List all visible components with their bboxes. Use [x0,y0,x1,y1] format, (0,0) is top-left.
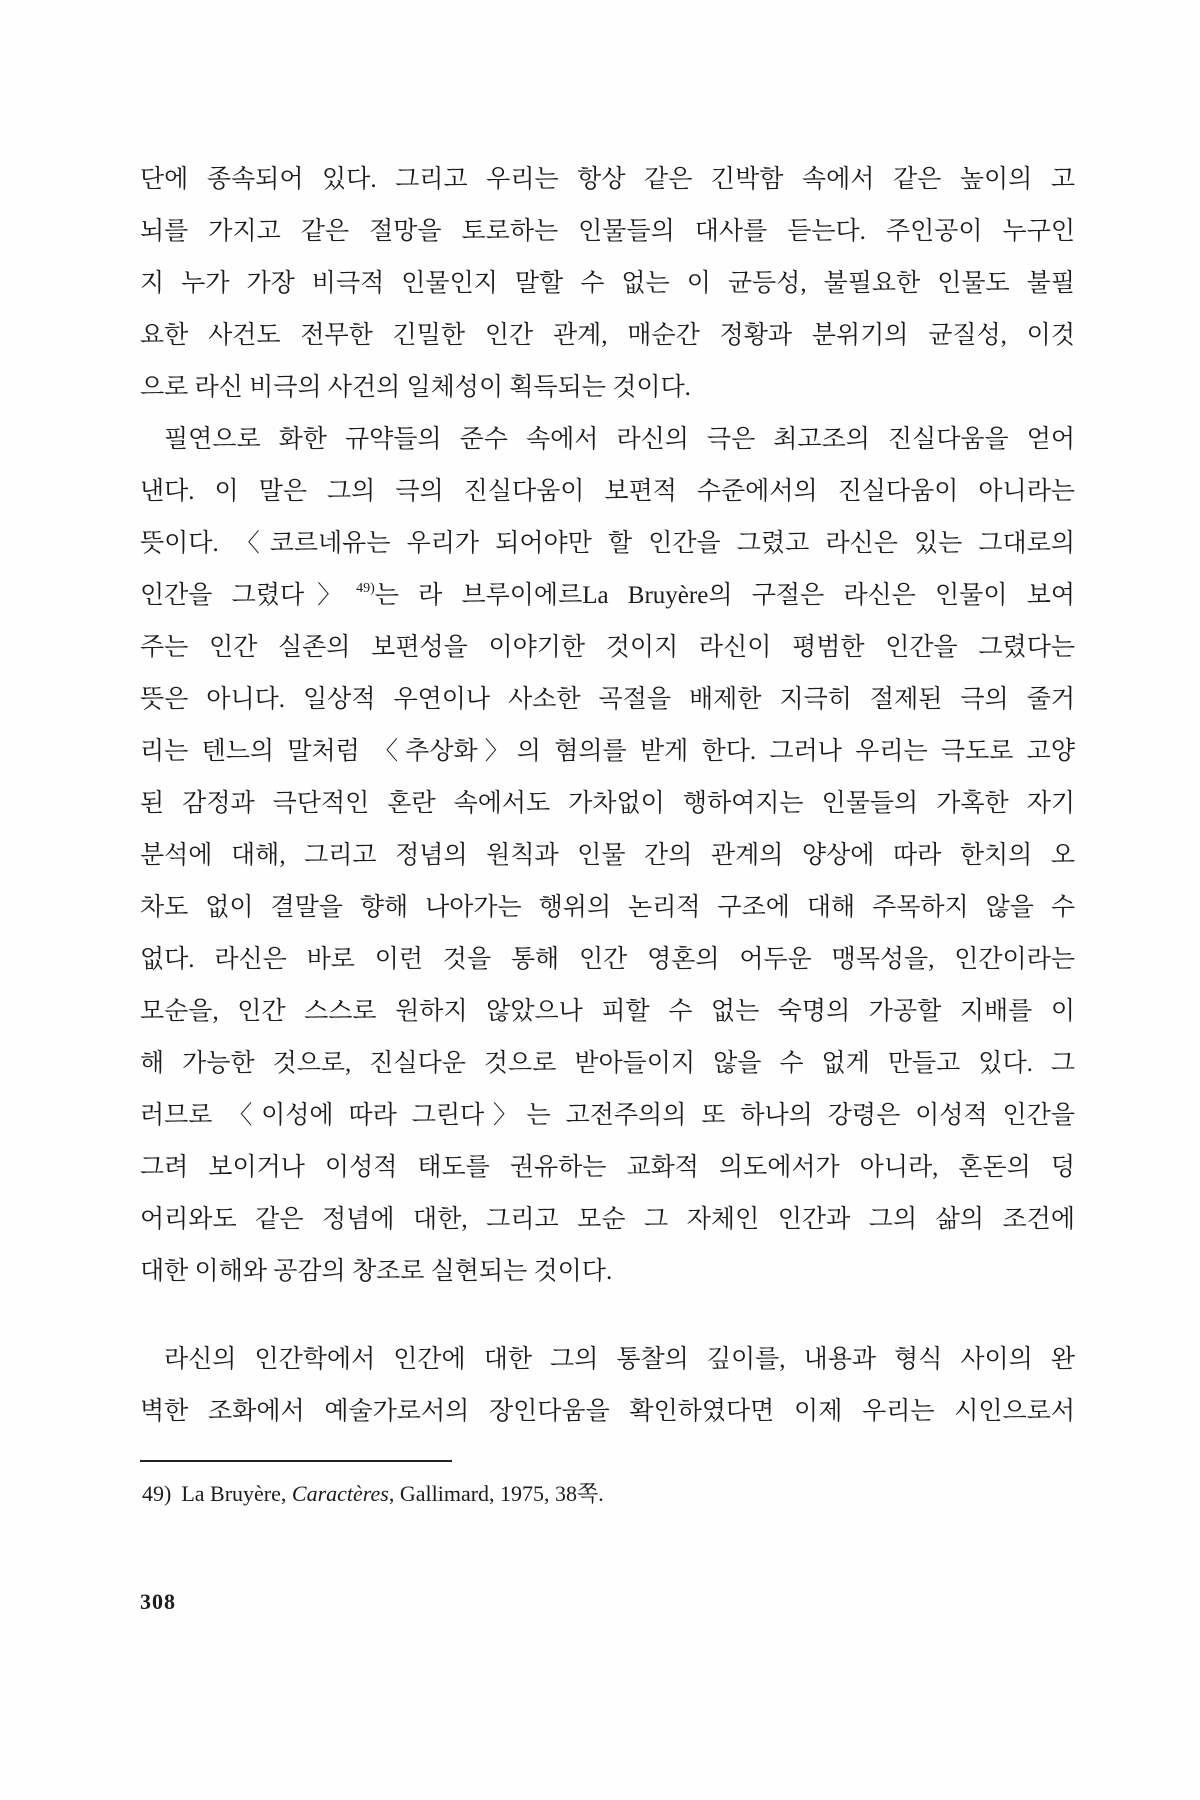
footnote-number: 49) [142,1481,172,1506]
text-segment: 인간을 그렸다〉 [140,582,356,609]
footnote [140,1474,1075,1514]
text-line: 모순을, 인간 스스로 원하지 않았으나 피할 수 없는 숙명의 가공할 지배를 이 [140,998,1075,1025]
page-number: 308 [140,1589,176,1614]
text-line: 뜻은 아니다. 일상적 우연이나 사소한 곡절을 배제한 지극히 절제된 극의 줄거 [140,686,1075,713]
text-line: 그려 보이거나 이성적 태도를 권유하는 교화적 의도에서가 아니라, 혼돈의 덩 [140,1154,1075,1181]
text-line: 대한 이해와 공감의 창조로 실현되는 것이다. [140,1258,613,1285]
page-body [140,154,1075,1622]
text-line: 어리와도 같은 정념에 대한, 그리고 모순 그 자체인 인간과 그의 삶의 조건에 [140,1206,1075,1233]
text-line [140,570,1075,622]
text-line: 뜻이다. 〈코르네유는 우리가 되어야만 할 인간을 그렸고 라신은 있는 그대로의 [140,530,1075,557]
paragraph [140,414,1075,1298]
text-line: 벽한 조화에서 예술가로서의 장인다움을 확인하였다면 이제 우리는 시인으로서 [140,1398,1075,1425]
footnote-title: Caractères [291,1481,389,1506]
text-line: 필연으로 화한 규약들의 준수 속에서 라신의 극은 최고조의 진실다움을 얻어 [164,426,1075,453]
text-line: 뇌를 가지고 같은 절망을 토로하는 인물들의 대사를 듣는다. 주인공이 누구인 [140,218,1075,245]
text-line: 리는 텐느의 말처럼 〈추상화〉의 혐의를 받게 한다. 그러나 우리는 극도로 고양 [140,738,1075,765]
footnote-details: , Gallimard, 1975, 38쪽. [388,1481,604,1506]
text-line: 차도 없이 결말을 향해 나아가는 행위의 논리적 구조에 대해 주목하지 않을 수 [140,894,1075,921]
text-line: 으로 라신 비극의 사건의 일체성이 획득되는 것이다. [140,374,691,401]
text-line: 해 가능한 것으로, 진실다운 것으로 받아들이지 않을 수 없게 만들고 있다. 그 [140,1050,1075,1077]
paragraph [140,154,1075,414]
text-line: 된 감정과 극단적인 혼란 속에서도 가차없이 행하여지는 인물들의 가혹한 자기 [140,790,1075,817]
footnote-rule [140,1460,452,1462]
text-line: 요한 사건도 전무한 긴밀한 인간 관계, 매순간 정황과 분위기의 균질성, 이것 [140,322,1075,349]
text-line: 러므로 〈이성에 따라 그린다〉는 고전주의의 또 하나의 강령은 이성적 인간을 [140,1102,1075,1129]
text-line: 주는 인간 실존의 보편성을 이야기한 것이지 라신이 평범한 인간을 그렸다는 [140,634,1075,661]
text-line: 단에 종속되어 있다. 그리고 우리는 항상 같은 긴박함 속에서 같은 높이의 고 [140,166,1075,193]
footnote-reference: 49) [356,581,375,596]
text-line: 없다. 라신은 바로 이런 것을 통해 인간 영혼의 어두운 맹목성을, 인간이라는 [140,946,1075,973]
footnote-author: La Bruyère, [181,1481,292,1506]
text-line: 낸다. 이 말은 그의 극의 진실다움이 보편적 수준에서의 진실다움이 아니라는 [140,478,1075,505]
text-segment: 는 라 브루이에르La Bruyère의 구절은 라신은 인물이 보여 [374,582,1075,609]
text-line: 지 누가 가장 비극적 인물인지 말할 수 없는 이 균등성, 불필요한 인물도 불필 [140,270,1075,297]
text-line: 라신의 인간학에서 인간에 대한 그의 통찰의 깊이를, 내용과 형식 사이의 완 [164,1346,1075,1373]
paragraph [140,1334,1075,1438]
text-line: 분석에 대해, 그리고 정념의 원칙과 인물 간의 관계의 양상에 따라 한치의 오 [140,842,1075,869]
